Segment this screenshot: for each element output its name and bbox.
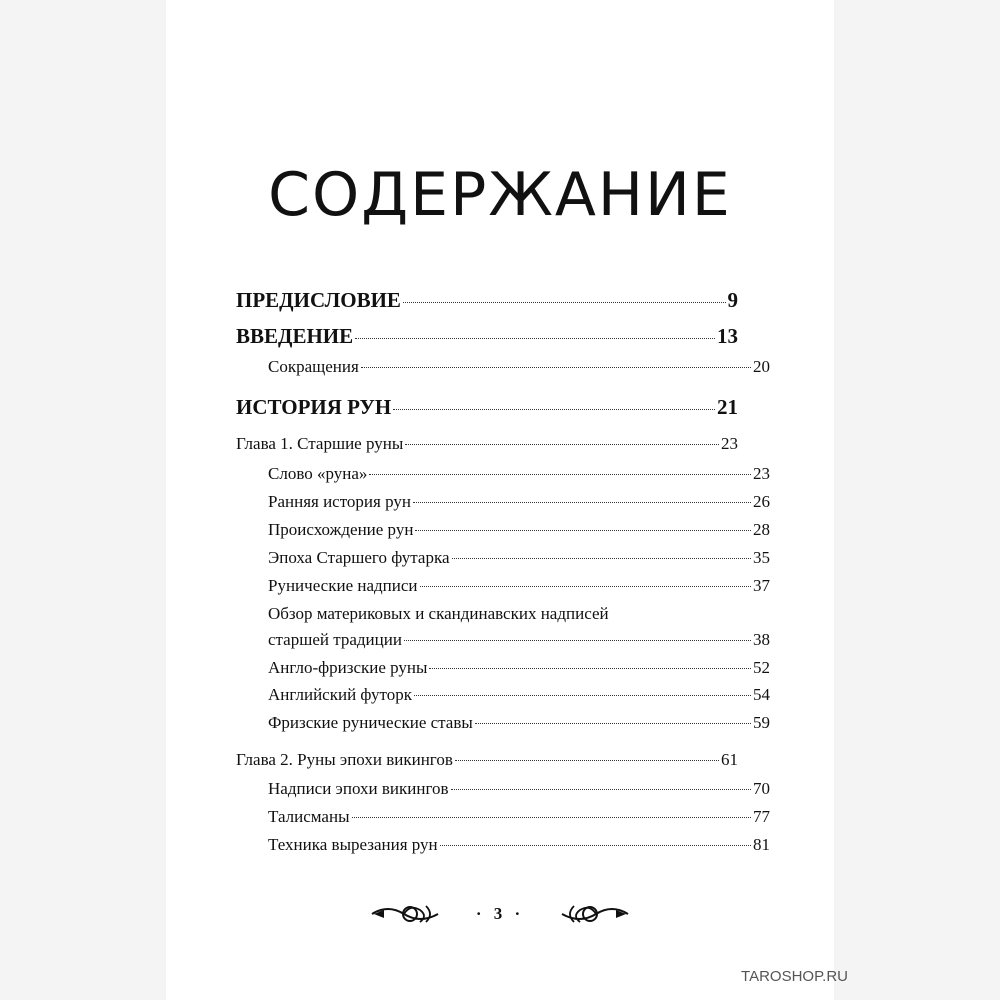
toc-entry <box>236 807 770 827</box>
toc-entry <box>236 630 770 650</box>
toc-entry <box>236 520 770 540</box>
dot-leader <box>452 558 751 559</box>
toc-page-number: 20 <box>753 357 770 376</box>
toc-entry-preface <box>236 288 738 313</box>
dot-leader <box>404 640 751 641</box>
dot-leader <box>420 586 752 587</box>
dot-leader <box>361 367 751 368</box>
toc-entry-chapter-1 <box>236 434 738 454</box>
toc-label: Английский футорк <box>268 685 412 704</box>
toc-entry <box>236 779 770 799</box>
toc-label: старшей традиции <box>268 630 402 649</box>
toc-page-number: 35 <box>753 548 770 567</box>
toc-page-number: 13 <box>717 324 738 348</box>
toc-label: Рунические надписи <box>268 576 418 595</box>
toc-entry-chapter-2 <box>236 750 738 770</box>
shop-watermark: TAROSHOP.RU <box>741 968 848 985</box>
dot-leader <box>403 302 726 303</box>
toc-label: Сокращения <box>268 357 359 376</box>
dot-leader <box>355 338 715 339</box>
toc-page-number: 77 <box>753 807 770 826</box>
toc-label: Фризские рунические ставы <box>268 713 473 732</box>
dot-leader <box>415 530 751 531</box>
dot-leader <box>393 409 715 410</box>
dot-leader <box>413 502 751 503</box>
toc-label: Глава 1. Старшие руны <box>236 434 404 453</box>
toc-label: Слово «руна» <box>268 464 368 483</box>
dot-leader <box>429 668 751 669</box>
toc-label: ИСТОРИЯ РУН <box>236 395 392 419</box>
toc-page-number: 23 <box>753 464 770 483</box>
toc-label: Эпоха Старшего футарка <box>268 548 450 567</box>
ornament-left-icon <box>370 900 440 928</box>
toc-label: Надписи эпохи викингов <box>268 779 449 798</box>
dot-leader <box>369 474 751 475</box>
toc-label: Англо-фризские руны <box>268 658 428 677</box>
toc-label: Ранняя история рун <box>268 492 411 511</box>
toc-label: ПРЕДИСЛОВИЕ <box>236 288 401 312</box>
toc-entry <box>236 713 770 733</box>
toc-page-number: 54 <box>753 685 770 704</box>
toc-label: Талисманы <box>268 807 350 826</box>
toc-entry <box>236 835 770 855</box>
toc-entry <box>236 576 770 596</box>
toc-entry-introduction <box>236 324 738 349</box>
toc-page-number: 59 <box>753 713 770 732</box>
dot-leader <box>455 760 719 761</box>
toc-page-number: 28 <box>753 520 770 539</box>
toc-entry-abbreviations <box>236 357 770 377</box>
toc-page-number: 37 <box>753 576 770 595</box>
toc-page-number: 21 <box>717 395 738 419</box>
toc-page-number: 26 <box>753 492 770 511</box>
toc-entry <box>236 548 770 568</box>
toc-label: Происхождение рун <box>268 520 414 539</box>
toc-entry <box>236 492 770 512</box>
toc-page-number: 38 <box>753 630 770 649</box>
toc-label: ВВЕДЕНИЕ <box>236 324 354 348</box>
page-title: СОДЕРЖАНИЕ <box>268 160 732 230</box>
toc-entry <box>236 464 770 484</box>
dot-leader <box>405 444 719 445</box>
dot-leader <box>440 845 751 846</box>
toc-page-number: 9 <box>727 288 738 312</box>
dot-leader <box>414 695 751 696</box>
toc-page-number: 61 <box>721 750 738 769</box>
toc-page-number: 81 <box>753 835 770 854</box>
toc-entry-label-line1: Обзор материковых и скандинавских надписей <box>268 604 609 623</box>
toc-page-number: 52 <box>753 658 770 677</box>
dot-leader <box>475 723 751 724</box>
ornament-right-icon <box>560 900 630 928</box>
toc-page-number: 70 <box>753 779 770 798</box>
toc-label: Глава 2. Руны эпохи викингов <box>236 750 453 769</box>
page-number: · 3 · <box>475 904 525 923</box>
toc-page-number: 23 <box>721 434 738 453</box>
page-footer <box>370 900 630 928</box>
dot-leader <box>451 789 751 790</box>
toc-entry <box>236 658 770 678</box>
toc-label: Техника вырезания рун <box>268 835 438 854</box>
toc-entry-history-of-runes <box>236 395 738 420</box>
toc-entry <box>236 685 770 705</box>
dot-leader <box>352 817 752 818</box>
